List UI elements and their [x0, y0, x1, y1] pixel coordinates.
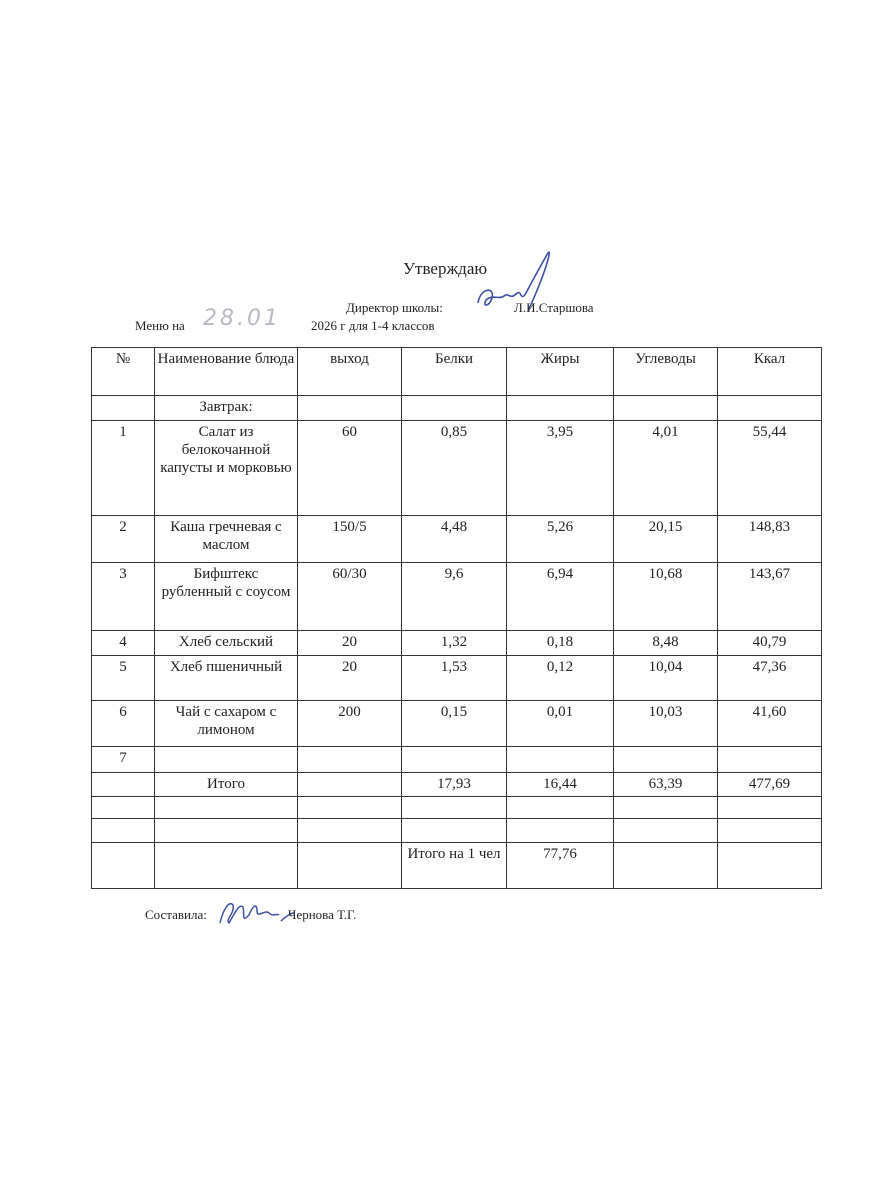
composer-signature — [215, 895, 295, 930]
portion: 150/5 — [298, 516, 402, 563]
kcal: 47,36 — [718, 656, 822, 701]
director-label: Директор школы: — [346, 300, 443, 315]
director-name: Л.И.Старшова — [514, 300, 594, 315]
carbs — [614, 747, 718, 773]
table-row — [92, 516, 822, 563]
table-row — [92, 421, 822, 516]
column-header: Белки — [402, 348, 507, 396]
per-person-value: 77,76 — [507, 843, 614, 889]
per-person-row — [92, 843, 822, 889]
total-row — [92, 773, 822, 797]
kcal: 148,83 — [718, 516, 822, 563]
per-person-label: Итого на 1 чел — [402, 843, 507, 889]
column-header: Ккал — [718, 348, 822, 396]
empty-row — [92, 797, 822, 819]
dish-name: Бифштекс рубленный с соусом — [155, 563, 298, 631]
menu-label: Меню на — [135, 318, 185, 333]
dish-name: Чай с сахаром с лимоном — [155, 701, 298, 747]
portion — [298, 747, 402, 773]
row-number: 7 — [92, 747, 155, 773]
dish-name: Хлеб пшеничный — [155, 656, 298, 701]
dish-name: Салат из белокочанной капусты и морковью — [155, 421, 298, 516]
proteins — [402, 747, 507, 773]
proteins: 9,6 — [402, 563, 507, 631]
dish-name: Каша гречневая с маслом — [155, 516, 298, 563]
fats — [507, 747, 614, 773]
composer-label: Составила: — [145, 907, 207, 922]
proteins: 1,32 — [402, 631, 507, 656]
portion: 20 — [298, 631, 402, 656]
row-number: 1 — [92, 421, 155, 516]
carbs: 10,03 — [614, 701, 718, 747]
fats: 0,18 — [507, 631, 614, 656]
section-row — [92, 396, 822, 421]
portion: 200 — [298, 701, 402, 747]
column-header: выход — [298, 348, 402, 396]
table-row — [92, 631, 822, 656]
carbs: 4,01 — [614, 421, 718, 516]
year-class-text: 2026 г для 1-4 классов — [311, 318, 435, 333]
dish-name: Хлеб сельский — [155, 631, 298, 656]
portion: 60 — [298, 421, 402, 516]
table-header-row — [92, 348, 822, 396]
total-proteins: 17,93 — [402, 773, 507, 797]
row-number: 2 — [92, 516, 155, 563]
dish-name — [155, 747, 298, 773]
kcal — [718, 747, 822, 773]
column-header: Углеводы — [614, 348, 718, 396]
kcal: 41,60 — [718, 701, 822, 747]
total-label: Итого — [155, 773, 298, 797]
row-number: 3 — [92, 563, 155, 631]
fats: 3,95 — [507, 421, 614, 516]
table-row — [92, 747, 822, 773]
column-header: Наименование блюда — [155, 348, 298, 396]
menu-table — [91, 347, 822, 889]
fats: 0,01 — [507, 701, 614, 747]
fats: 6,94 — [507, 563, 614, 631]
fats: 0,12 — [507, 656, 614, 701]
carbs: 10,68 — [614, 563, 718, 631]
total-kcal: 477,69 — [718, 773, 822, 797]
kcal: 55,44 — [718, 421, 822, 516]
column-header: Жиры — [507, 348, 614, 396]
kcal: 143,67 — [718, 563, 822, 631]
table-row — [92, 701, 822, 747]
director-signature — [470, 248, 560, 328]
fats: 5,26 — [507, 516, 614, 563]
row-number: 4 — [92, 631, 155, 656]
composer-name: Чернова Т.Г. — [288, 907, 357, 922]
proteins: 1,53 — [402, 656, 507, 701]
kcal: 40,79 — [718, 631, 822, 656]
table-row — [92, 656, 822, 701]
portion: 20 — [298, 656, 402, 701]
proteins: 0,85 — [402, 421, 507, 516]
handwritten-date: 28.01 — [203, 306, 281, 331]
row-number: 6 — [92, 701, 155, 747]
carbs: 10,04 — [614, 656, 718, 701]
table-row — [92, 563, 822, 631]
carbs: 8,48 — [614, 631, 718, 656]
carbs: 20,15 — [614, 516, 718, 563]
section-label: Завтрак: — [155, 396, 298, 421]
column-header: № — [92, 348, 155, 396]
row-number: 5 — [92, 656, 155, 701]
total-carbs: 63,39 — [614, 773, 718, 797]
approve-heading: Утверждаю — [403, 259, 488, 278]
proteins: 4,48 — [402, 516, 507, 563]
empty-row — [92, 819, 822, 843]
total-fats: 16,44 — [507, 773, 614, 797]
proteins: 0,15 — [402, 701, 507, 747]
portion: 60/30 — [298, 563, 402, 631]
